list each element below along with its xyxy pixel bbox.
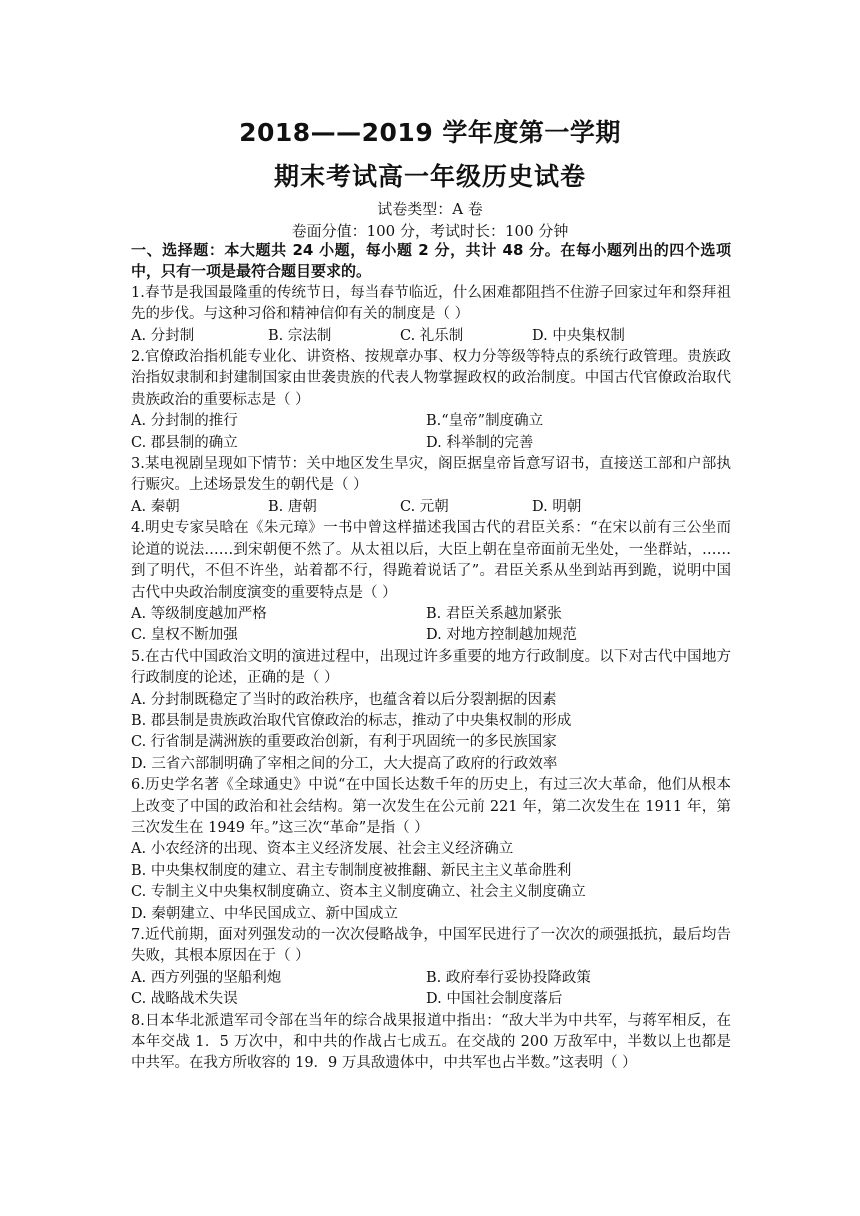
question-4-option-a: A. 等级制度越加严格 [131, 605, 267, 622]
question-4-option-d: D. 对地方控制越加规范 [426, 627, 577, 644]
question-2-option-c: C. 郡县制的确立 [131, 434, 238, 451]
question-4-option-c: C. 皇权不断加强 [131, 627, 238, 644]
question-1-option-c: C. 礼乐制 [400, 327, 464, 344]
question-6-option-a: A. 小农经济的出现、资本主义经济发展、社会主义经济确立 [131, 841, 514, 858]
question-3-option-a: A. 秦朝 [131, 498, 180, 515]
exam-content [131, 240, 731, 1075]
question-7-option-c: C. 战略战术失误 [131, 991, 238, 1008]
question-4-stem: 4.明史专家吴晗在《朱元璋》一书中曾这样描述我国古代的君臣关系：“在宋以前有三公坐而论道的说法……到宋朝便不然了。从太祖以后，大臣上朝在皇帝面前无坐处，一坐群站，……到了明代，不但不许坐，站着都不行，得跪着说话了”。君臣关系从坐到站再到跪，说明中国古代中央政治制度演变的重要特点是（ ） [131, 520, 731, 601]
question-6-option-c: C. 专制主义中央集权制度确立、资本主义制度确立、社会主义制度确立 [131, 884, 586, 901]
question-8-stem: 8.日本华北派遣军司令部在当年的综合战果报道中指出：“敌大半为中共军，与蒋军相反，在本年交战 1．5 万次中，和中共的作战占七成五。在交战的 200 万敌军中，半数以上也都是中共军。在我方所收容的 19．9 万具敌遗体中，中共军也占半数。”这表明（ ） [131, 1012, 731, 1072]
question-5-option-d: D. 三省六部制明确了宰相之间的分工，大大提高了政府的行政效率 [131, 755, 558, 772]
question-3-option-b: B. 唐朝 [268, 498, 317, 515]
question-2-stem: 2.官僚政治指机能专业化、讲资格、按规章办事、权力分等级等特点的系统行政管理。贵族政治指奴隶制和封建制国家由世袭贵族的代表人物掌握政权的政治制度。中国古代官僚政治取代贵族政治的重要标志是（ ） [131, 349, 731, 408]
question-6-stem: 6.历史学名著《全球通史》中说“在中国长达数千年的历史上，有过三次大革命，他们从根本上改变了中国的政治和社会结构。第一次发生在公元前 221 年，第二次发生在 1911 年，第三次发生在 1949 年。”这三次“革命”是指（ ） [131, 777, 731, 836]
question-1-option-a: A. 分封制 [131, 327, 195, 344]
question-5-stem: 5.在古代中国政治文明的演进过程中，出现过许多重要的地方行政制度。以下对古代中国地方行政制度的论述，正确的是（ ） [131, 648, 731, 687]
question-3-option-d: D. 明朝 [532, 498, 582, 515]
question-2-option-a: A. 分封制的推行 [131, 413, 238, 430]
question-4-option-b: B. 君臣关系越加紧张 [426, 605, 562, 622]
section-heading: 一、选择题：本大题共 24 小题，每小题 2 分，共计 48 分。在每小题列出的四个选项中，只有一项是最符合题目要求的。 [131, 241, 731, 281]
question-7-options-row2 [131, 989, 731, 1010]
question-5-option-a: A. 分封制既稳定了当时的政治秩序，也蕴含着以后分裂割据的因素 [131, 691, 557, 708]
question-6-option-b: B. 中央集权制度的建立、君主专制制度被推翻、新民主主义革命胜利 [131, 862, 572, 879]
question-7-option-d: D. 中国社会制度落后 [426, 991, 563, 1008]
question-2-options-row2 [131, 433, 731, 454]
question-1-option-d: D. 中央集权制 [532, 327, 625, 344]
question-1-option-b: B. 宗法制 [268, 327, 332, 344]
question-4-options-row1 [131, 604, 731, 625]
question-7-option-b: B. 政府奉行妥协投降政策 [426, 969, 591, 986]
question-2-option-d: D. 科举制的完善 [426, 434, 534, 451]
score-and-time: 卷面分值：100 分，考试时长：100 分钟 [291, 222, 569, 240]
question-7-options-row1 [131, 968, 731, 989]
question-7-option-a: A. 西方列强的坚船利炮 [131, 969, 282, 986]
question-5-option-b: B. 郡县制是贵族政治取代官僚政治的标志，推动了中央集权制的形成 [131, 712, 572, 729]
question-7-stem: 7.近代前期，面对列强发动的一次次侵略战争，中国军民进行了一次次的顽强抵抗，最后均告失败，其根本原因在于（ ） [131, 927, 731, 965]
question-1-stem: 1.春节是我国最隆重的传统节日，每当春节临近，什么困难都阻挡不住游子回家过年和祭拜祖先的步伐。与这种习俗和精神信仰有关的制度是（ ） [131, 284, 731, 323]
paper-type: 试卷类型：A 卷 [377, 200, 483, 218]
question-3-stem: 3.某电视剧呈现如下情节：关中地区发生旱灾，阁臣据皇帝旨意写诏书，直接送工部和户部执行赈灾。上述场景发生的朝代是（ ） [131, 456, 731, 494]
question-6-option-d: D. 秦朝建立、中华民国成立、新中国成立 [131, 905, 398, 922]
question-2-options-row1 [131, 411, 731, 432]
exam-title-line2: 期末考试高一年级历史试卷 [273, 162, 586, 191]
exam-title-line1: 2018——2019 学年度第一学期 [239, 118, 621, 147]
question-5-option-c: C. 行省制是满洲族的重要政治创新，有利于巩固统一的多民族国家 [131, 734, 557, 751]
question-3-option-c: C. 元朝 [400, 498, 449, 515]
question-3-options [131, 497, 731, 518]
question-1-options [131, 326, 731, 347]
question-4-options-row2 [131, 625, 731, 646]
question-2-option-b: B.“皇帝”制度确立 [426, 413, 544, 430]
